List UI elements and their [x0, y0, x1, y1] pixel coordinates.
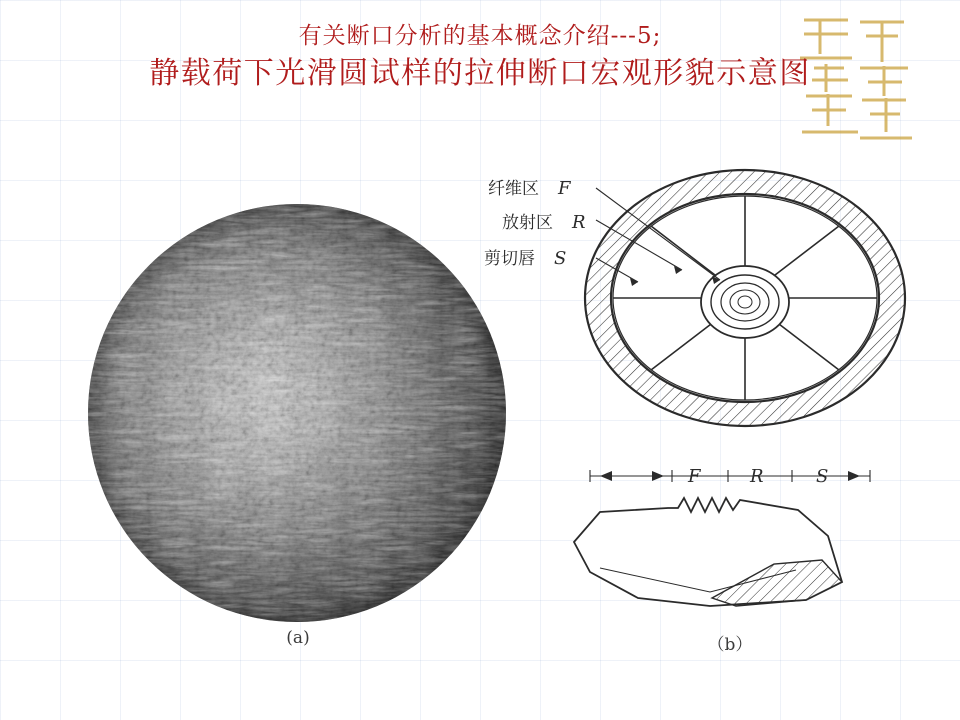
fracture-photo-figure [78, 196, 518, 648]
label-radial-symbol: R [572, 212, 586, 233]
label-fibrous-symbol: F [558, 178, 571, 199]
profile-mark-S: S [816, 466, 829, 487]
title-line-2: 静载荷下光滑圆试样的拉伸断口宏观形貌示意图 [149, 55, 811, 91]
label-fibrous-zone: 纤维区 [488, 179, 539, 199]
profile-mark-R: R [750, 466, 764, 487]
title-line-1: 有关断口分析的基本概念介绍---5; [298, 23, 662, 49]
photo-fiber-texture [88, 204, 506, 622]
figure-b-caption: （b） [707, 635, 753, 655]
label-shear-lip: 剪切唇 [484, 249, 535, 269]
label-radial-zone: 放射区 [502, 213, 553, 233]
fracture-zone-schematic-top-view [470, 150, 940, 450]
figure-a-caption: (a) [286, 628, 310, 648]
label-shear-symbol: S [554, 248, 567, 269]
profile-mark-F: F [688, 466, 701, 487]
fracture-profile-side-view [560, 450, 900, 650]
fracture-photo-disc [88, 204, 506, 622]
page-title [0, 22, 960, 93]
